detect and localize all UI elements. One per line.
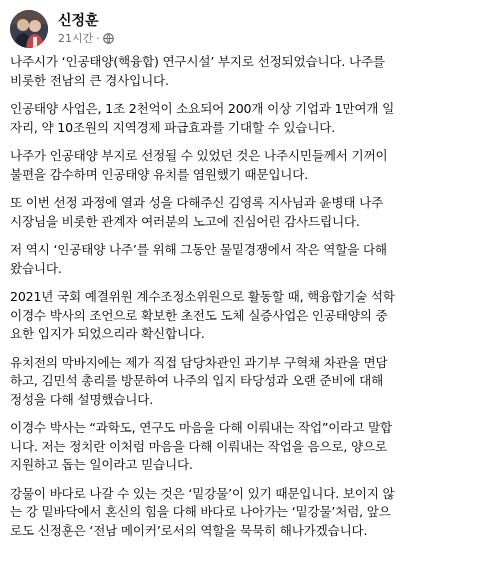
post-paragraph: 유치전의 막바지에는 제가 직접 담당차관인 과기부 구혁채 차관을 면담 하고, 김민석 총리를 방문하여 나주의 입지 타당성과 오랜 준비에 대해 정성을 다해 설명했습니다. (10, 354, 388, 407)
author-name[interactable]: 신정훈 (58, 13, 99, 29)
post-paragraph: 강물이 바다로 나갈 수 있는 것은 ‘밑강물’이 있기 때문입니다. 보이지 않 는 강 밑바닥에서 혼신의 힘을 다해 바다로 나아가는 ‘밑강물’처럼, 앞으 로도 신정훈은 ‘전남 메이커’로서의 역할을 묵묵히 해나가겠습니다. (10, 485, 395, 538)
post-paragraph: 나주시가 ‘인공태양(핵융합) 연구시설’ 부지로 선정되었습니다. 나주를 비롯한 전남의 큰 경사입니다. (10, 54, 385, 88)
post-meta (58, 12, 114, 46)
post-paragraph: 또 이번 선정 과정에 열과 성을 다해주신 김영록 지사님과 윤병태 나주 시장님을 비롯한 관계자 여러분의 노고에 진심어린 감사드립니다. (10, 195, 384, 229)
separator-dot: · (96, 32, 100, 45)
post-body (10, 53, 480, 550)
post-paragraph: 저 역시 ‘인공태양 나주’를 위해 그동안 물밑경쟁에서 작은 역할을 다해 왔습니다. (10, 242, 387, 276)
post-subline (58, 31, 114, 46)
globe-icon[interactable] (103, 33, 114, 44)
post-paragraph: 이경수 박사는 “과학도, 연구도 마음을 다해 이뤄내는 작업”이라고 말합 니다. 저는 정치란 이처럼 마음을 다해 이뤄내는 작업을 음으로, 양으로 지원하고 돕는 일이라고 믿습니다. (10, 420, 392, 472)
post-paragraph: 인공태양 사업은, 1조 2천억이 소요되어 200개 이상 기업과 1만여개 일 자리, 약 10조원의 지역경제 파급효과를 기대할 수 있습니다. (10, 101, 395, 135)
avatar[interactable] (10, 10, 48, 48)
post-paragraph: 2021년 국회 예결위원 계수조정소위원으로 활동할 때, 핵융합기술 석학 이경수 박사의 조언으로 확보한 초전도 도체 실증사업은 인공태양의 중 요한 입지가 되었으리라 확신합니다. (10, 289, 395, 341)
post-paragraph: 나주가 인공태양 부지로 선정될 수 있었던 것은 나주시민들께서 기꺼이 불편을 감수하며 인공태양 유치를 염원했기 때문입니다. (10, 148, 388, 182)
post-timestamp[interactable]: 21시간 (58, 32, 94, 45)
post-header (10, 8, 114, 50)
